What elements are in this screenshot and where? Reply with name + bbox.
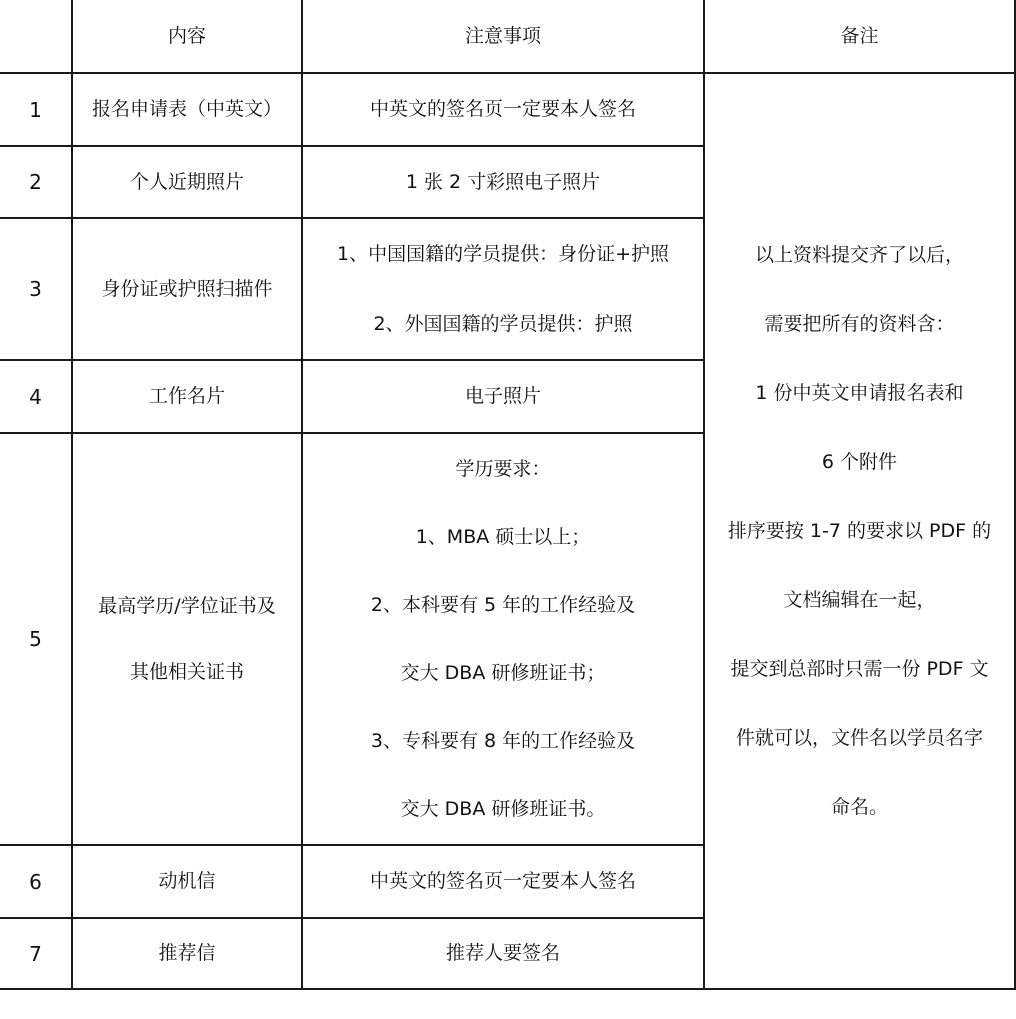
row-content: [72, 218, 302, 360]
row-number: 3: [0, 218, 72, 360]
row-content: [72, 360, 302, 433]
header-notes: 注意事项: [302, 0, 704, 73]
content-line: 身份证或护照扫描件: [101, 277, 273, 300]
remark-line: 文档编辑在一起，: [783, 588, 936, 611]
notes-line: 电子照片: [464, 385, 541, 408]
row-notes: [302, 845, 704, 918]
row-number: 1: [0, 73, 72, 146]
row-notes: [302, 218, 704, 360]
row-content: [72, 845, 302, 918]
content-line: 个人近期照片: [129, 170, 244, 193]
notes-line: 学历要求：: [455, 458, 551, 480]
table-row: [0, 73, 1015, 146]
remark-cell: [704, 73, 1015, 989]
row-number: 7: [0, 918, 72, 989]
notes-line: 1 张 2 寸彩照电子照片: [405, 170, 601, 193]
header-remark: 备注: [704, 0, 1015, 73]
notes-line: 3、专科要有 8 年的工作经验及: [370, 730, 636, 752]
row-notes: [302, 73, 704, 146]
content-line: 最高学历/学位证书及: [98, 595, 276, 617]
notes-line: 1、中国国籍的学员提供：身份证+护照: [336, 243, 669, 265]
row-number: 2: [0, 146, 72, 218]
content-line: 报名申请表（中英文）: [91, 98, 282, 121]
row-notes: [302, 360, 704, 433]
row-content: [72, 146, 302, 218]
remark-line: 6 个附件: [821, 450, 898, 473]
notes-line: 中英文的签名页一定要本人签名: [369, 870, 636, 893]
remark-line: 需要把所有的资料含：: [764, 312, 955, 335]
remark-line: 1 份中英文申请报名表和: [755, 381, 964, 404]
notes-line: 2、外国国籍的学员提供：护照: [373, 313, 633, 335]
remark-line: 命名。: [830, 795, 888, 818]
content-line: 动机信: [158, 870, 216, 893]
row-notes: [302, 918, 704, 989]
content-line: 推荐信: [158, 942, 216, 965]
row-number: 5: [0, 433, 72, 845]
remark-line: 提交到总部时只需一份 PDF 文: [730, 657, 989, 680]
row-content: [72, 433, 302, 845]
content-line: 其他相关证书: [129, 661, 244, 683]
content-line: 工作名片: [148, 385, 225, 408]
notes-line: 交大 DBA 研修班证书；: [400, 662, 606, 684]
row-notes: [302, 433, 704, 845]
row-notes: [302, 146, 704, 218]
row-content: [72, 918, 302, 989]
notes-line: 1、MBA 硕士以上；: [415, 526, 591, 548]
row-number: 6: [0, 845, 72, 918]
notes-line: 推荐人要签名: [445, 942, 560, 965]
table-header-row: [0, 0, 1015, 73]
header-no: [0, 0, 72, 73]
remark-line: 排序要按 1-7 的要求以 PDF 的: [727, 519, 992, 542]
notes-line: 2、本科要有 5 年的工作经验及: [370, 594, 636, 616]
remark-line: 件就可以，文件名以学员名字: [735, 726, 983, 749]
notes-line: 中英文的签名页一定要本人签名: [369, 98, 636, 121]
notes-line: 交大 DBA 研修班证书。: [400, 798, 606, 820]
header-content: 内容: [72, 0, 302, 73]
row-content: [72, 73, 302, 146]
row-number: 4: [0, 360, 72, 433]
remark-line: 以上资料提交齐了以后，: [754, 243, 964, 266]
